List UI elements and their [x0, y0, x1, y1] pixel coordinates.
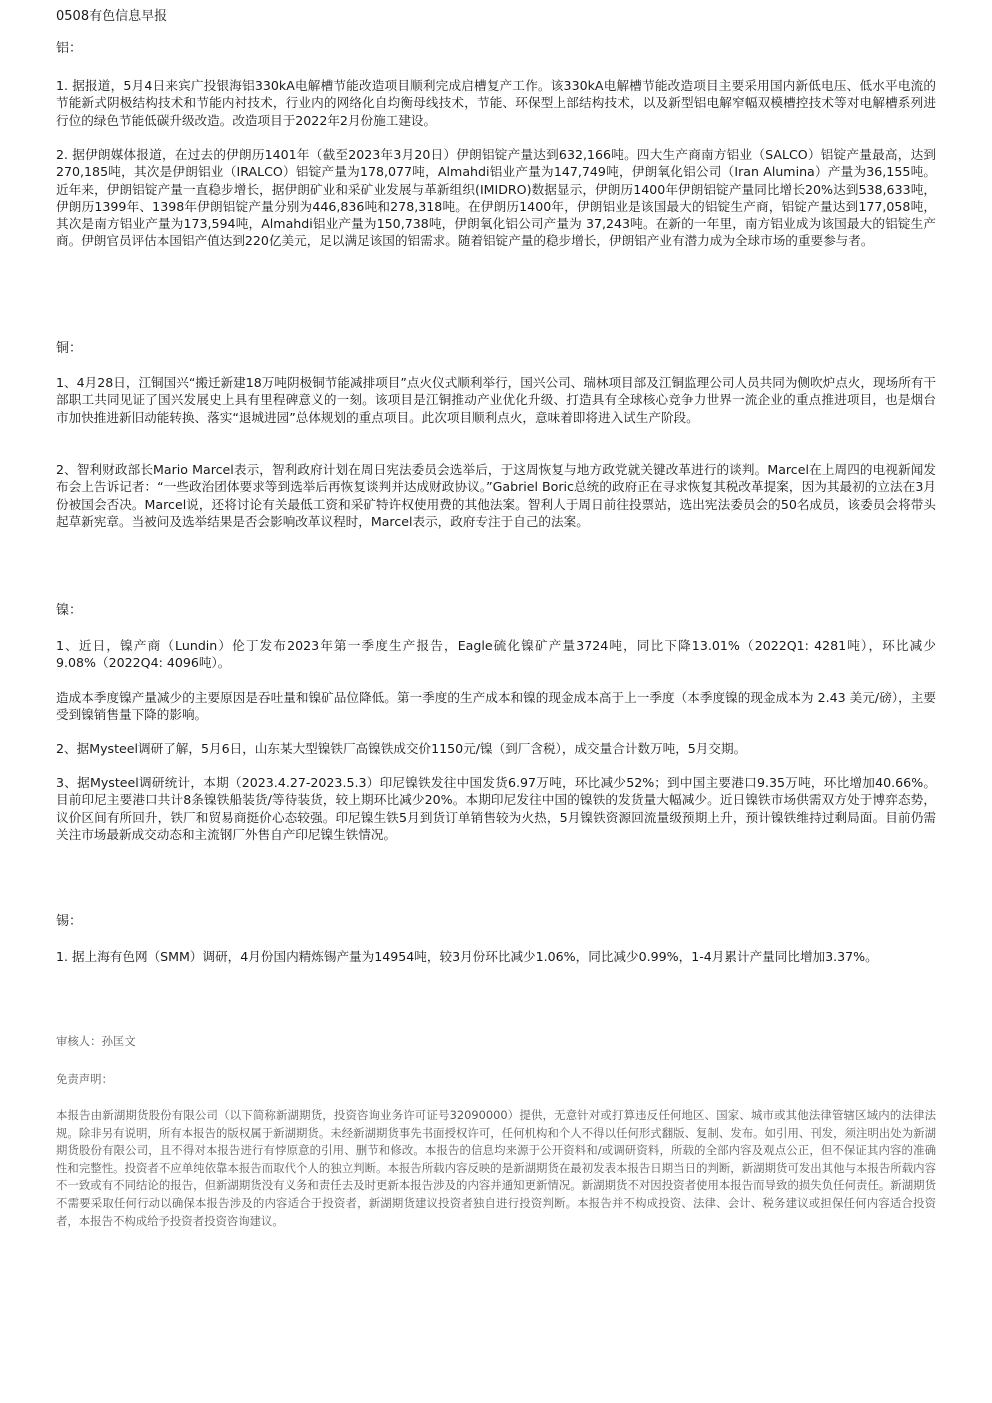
report-title: 0508有色信息早报 — [56, 9, 168, 24]
nickel-paragraph-2: 造成本季度镍产量减少的主要原因是吞吐量和镍矿品位降低。第一季度的生产成本和镍的现金成本高于上一季度（本季度镍的现金成本为 2.43 美元/磅），主要受到镍销售量下降的影响。 — [56, 690, 936, 723]
copper-paragraph-2: 2、智利财政部长Mario Marcel表示，智利政府计划在周日宪法委员会选举后，于这周恢复与地方政党就关键改革进行的谈判。Marcel在上周四的电视新闻发布会上告诉记者：“一些政治团体要求等到选举后再恢复谈判并达成财政协议。”Gabriel Boric总统的政府正在寻求恢复其税改革提案，因为其最初的立法在3月份被国会否决。Marcel说，还将讨论有关最低工资和采矿特许权使用费的其他法案。智利人于周日前往投票站，选出宪法委员会的50名成员，该委员会将带头起草新宪章。当被问及选举结果是否会影响改革议程时，Marcel表示，政府专注于自己的法案。 — [56, 462, 936, 529]
tin-paragraph-1: 1. 据上海有色网（SMM）调研，4月份国内精炼锡产量为14954吨，较3月份环比减少1.06%，同比减少0.99%，1-4月累计产量同比增加3.37%。 — [56, 949, 878, 964]
section-heading-tin: 锡： — [56, 914, 83, 929]
aluminum-paragraph-1: 1. 据报道，5月4日来宾广投银海铝330kA电解槽节能改造项目顺利完成启槽复产工作。该330kA电解槽节能改造项目主要采用国内新低电压、低水平电流的节能新式阴极结构技术和节能内衬技术，行业内的网络化自均衡母线技术，节能、环保型上部结构技术，以及新型铝电解窄幅双模槽控技术等对电解槽系列进行位的绿色节能低碳升级改造。改造项目于2022年2月份施工建设。 — [56, 78, 936, 128]
aluminum-paragraph-2: 2. 据伊朗媒体报道，在过去的伊朗历1401年（截至2023年3月20日）伊朗铝锭产量达到632,166吨。四大生产商南方铝业（SALCO）铝锭产量最高，达到270,185吨，其次是伊朗铝业（IRALCO）铝锭产量为178,077吨，Almahdi铝业产量为147,749吨，伊朗氧化铝公司（Iran Alumina）产量为36,155吨。近年来，伊朗铝锭产量一直稳步增长，据伊朗矿业和采矿业发展与革新组织(IMIDRO)数据显示，伊朗历1400年伊朗铝锭产量同比增长20%达到538,633吨，伊朗历1399年、1398年伊朗铝锭产量分别为446,836吨和278,318吨。在伊朗历1400年，伊朗铝业是该国最大的铝锭生产商，铝锭产量达到177,058吨，其次是南方铝业产量为173,594吨，Almahdi铝业产量为150,738吨，伊朗氧化铝公司产量为 37,243吨。在新的一年里，南方铝业成为该国最大的铝锭生产商。伊朗官员评估本国铝产值达到220亿美元，足以满足该国的铝需求。随着铝锭产量的稳步增长，伊朗铝产业有潜力成为全球市场的重要参与者。 — [56, 147, 936, 249]
section-heading-aluminum: 铝： — [56, 41, 83, 56]
copper-paragraph-1: 1、4月28日，江铜国兴“搬迁新建18万吨阴极铜节能减排项目”点火仪式顺利举行，国兴公司、瑞林项目部及江铜监理公司人员共同为侧吹炉点火，现场所有干部职工共同见证了国兴发展史上具有里程碑意义的一刻。该项目是江铜推动产业优化升级、打造具有全球核心竞争力世界一流企业的重点推进项目，也是烟台市加快推进新旧动能转换、落实“退城进园”总体规划的重点项目。此次项目顺利点火，意味着即将进入试生产阶段。 — [56, 375, 936, 425]
nickel-paragraph-1: 1、近日，镍产商（Lundin）伦丁发布2023年第一季度生产报告，Eagle硫化镍矿产量3724吨，同比下降13.01%（2022Q1: 4281吨），环比减少9.08%（2022Q4: 4096吨）。 — [56, 638, 936, 671]
disclaimer-title: 免责声明： — [56, 1072, 113, 1086]
nickel-paragraph-3: 2、据Mysteel调研了解，5月6日，山东某大型镍铁厂高镍铁成交价1150元/镍（到厂含税），成交量合计数万吨，5月交期。 — [56, 741, 747, 756]
section-heading-copper: 铜： — [56, 341, 83, 356]
reviewer-line: 审核人：孙匡文 — [56, 1034, 136, 1048]
nickel-paragraph-4: 3、据Mysteel调研统计，本期（2023.4.27-2023.5.3）印尼镍铁发往中国发货6.97万吨，环比减少52%；到中国主要港口9.35万吨，环比增加40.66%。目前印尼主要港口共计8条镍铁船装货/等待装货，较上期环比减少20%。本期印尼发往中国的镍铁的发货量大幅减少。近日镍铁市场供需双方处于博弈态势，议价区间有所回升，铁厂和贸易商挺价心态较强。印尼镍生铁5月到货订单销售较为火热，5月镍铁资源回流量级预期上升，预计镍铁维持过剩局面。目前仍需关注市场最新成交动态和主流钢厂外售自产印尼镍生铁情况。 — [56, 775, 936, 842]
disclaimer-text: 本报告由新湖期货股份有限公司（以下简称新湖期货，投资咨询业务许可证号32090000）提供，无意针对或打算违反任何地区、国家、城市或其他法律管辖区域内的法律法规。除非另有说明，所有本报告的版权属于新湖期货。未经新湖期货事先书面授权许可，任何机构和个人不得以任何形式翻版、复制、发布。如引用、刊发，须注明出处为新湖期货股份有限公司，且不得对本报告进行有悖原意的引用、删节和修改。本报告的信息均来源于公开资料和/或调研资料，所载的全部内容及观点公正，但不保证其内容的准确性和完整性。投资者不应单纯依靠本报告而取代个人的独立判断。本报告所载内容反映的是新湖期货在最初发表本报告日期当日的判断，新湖期货可发出其他与本报告所载内容不一致或有不同结论的报告，但新湖期货没有义务和责任去及时更新本报告涉及的内容并通知更新情况。新湖期货不对因投资者使用本报告而导致的损失负任何责任。新湖期货不需要采取任何行动以确保本报告涉及的内容适合于投资者，新湖期货建议投资者独自进行投资判断。本报告并不构成投资、法律、会计、税务建议或担保任何内容适合投资者，本报告不构成给予投资者投资咨询建议。 — [56, 1108, 936, 1228]
section-heading-nickel: 镍： — [56, 603, 83, 618]
